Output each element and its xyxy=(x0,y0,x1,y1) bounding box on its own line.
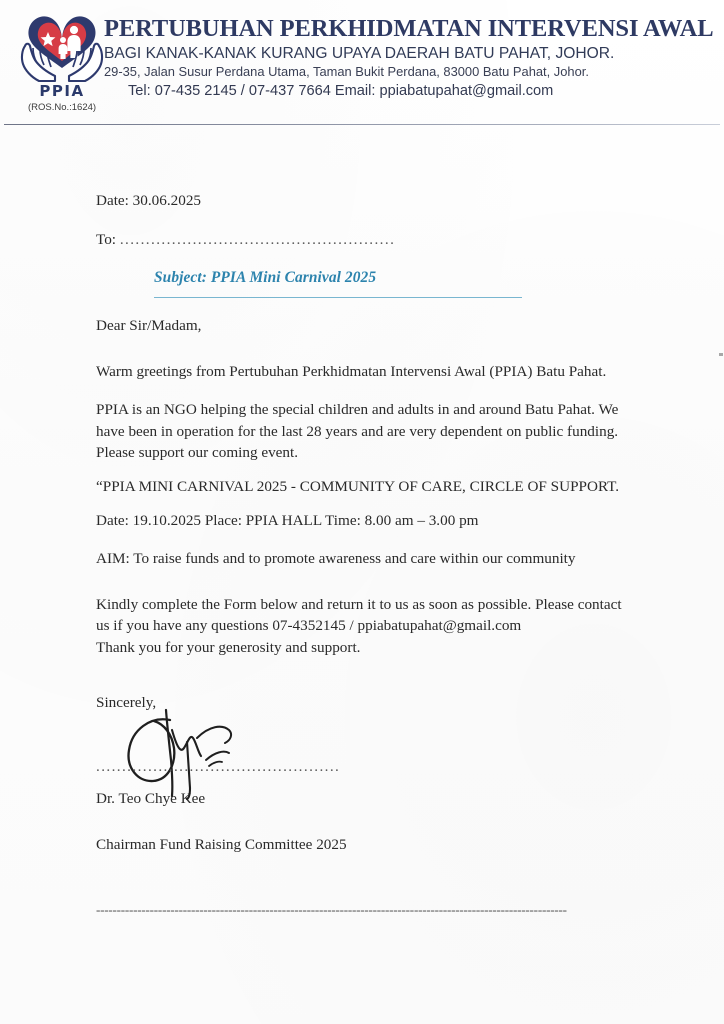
organization-name: PERTUBUHAN PERKHIDMATAN INTERVENSI AWAL xyxy=(104,15,714,42)
recipient-label: To: xyxy=(96,230,120,248)
organization-contact: Tel: 07-435 2145 / 07-437 7664 Email: ppiabatupahat@gmail.com xyxy=(128,82,554,99)
logo-wordmark: PPIA xyxy=(39,82,85,100)
organization-address: 29-35, Jalan Susur Perdana Utama, Taman Bukit Perdana, 83000 Batu Pahat, Johor. xyxy=(104,63,589,79)
handwritten-signature-icon xyxy=(114,708,304,800)
organization-subtitle: BAGI KANAK-KANAK KURANG UPAYA DAERAH BATU PAHAT, JOHOR. xyxy=(104,45,615,63)
letterhead xyxy=(0,0,724,124)
form-separator-line-1: ------------------------------------------------------------------------------------------------------------- xyxy=(96,902,547,918)
salutation: Dear Sir/Madam, xyxy=(96,317,202,335)
signature-block xyxy=(96,714,636,788)
heart-in-hands-icon xyxy=(19,8,105,86)
signer-name: Dr. Teo Chye Kee xyxy=(96,789,206,807)
ppia-logo xyxy=(12,8,112,120)
paragraph-greeting: Warm greetings from Pertubuhan Perkhidmatan Intervensi Awal (PPIA) Batu Pahat. xyxy=(96,362,607,380)
event-title: “PPIA MINI CARNIVAL 2025 - COMMUNITY OF CARE, CIRCLE OF SUPPORT. xyxy=(96,477,620,495)
subject-line: Subject: PPIA Mini Carnival 2025 xyxy=(154,269,377,287)
letterhead-divider xyxy=(4,124,720,125)
signer-title: Chairman Fund Raising Committee 2025 xyxy=(96,835,347,853)
letter-date: Date: 30.06.2025 xyxy=(96,192,202,209)
letter-body xyxy=(96,190,636,920)
event-aim: AIM: To raise funds and to promote awareness and care within our community xyxy=(96,550,576,568)
subject-block xyxy=(154,267,526,298)
recipient-line xyxy=(96,229,636,251)
event-details: Date: 19.10.2025 Place: PPIA HALL Time: 8.00 am – 3.00 pm xyxy=(96,511,479,529)
scan-artifact xyxy=(719,353,723,356)
recipient-blank: ..................................................... xyxy=(119,230,396,248)
closing-paragraph-line-1: Kindly complete the Form below and return it to us as soon as possible. Please contact xyxy=(96,595,622,613)
paragraph-about: PPIA is an NGO helping the special children and adults in and around Batu Pahat. We have been in operation for the last 28 years and are very dependent on public funding. Please support our coming event. xyxy=(96,401,619,462)
closing-paragraph-line-2: us if you have any questions 07-4352145 / ppiabatupahat@gmail.com xyxy=(96,617,522,635)
closing-salutation: Sincerely, xyxy=(96,694,157,712)
signature-line: ............................................... xyxy=(96,757,341,775)
closing-paragraph-line-3: Thank you for your generosity and support. xyxy=(96,638,361,656)
logo-registration-number: (ROS.No.:1624) xyxy=(27,102,97,113)
form-separator-line-2: ----- xyxy=(546,902,567,918)
form-separator xyxy=(96,901,631,920)
organization-details xyxy=(104,16,716,100)
